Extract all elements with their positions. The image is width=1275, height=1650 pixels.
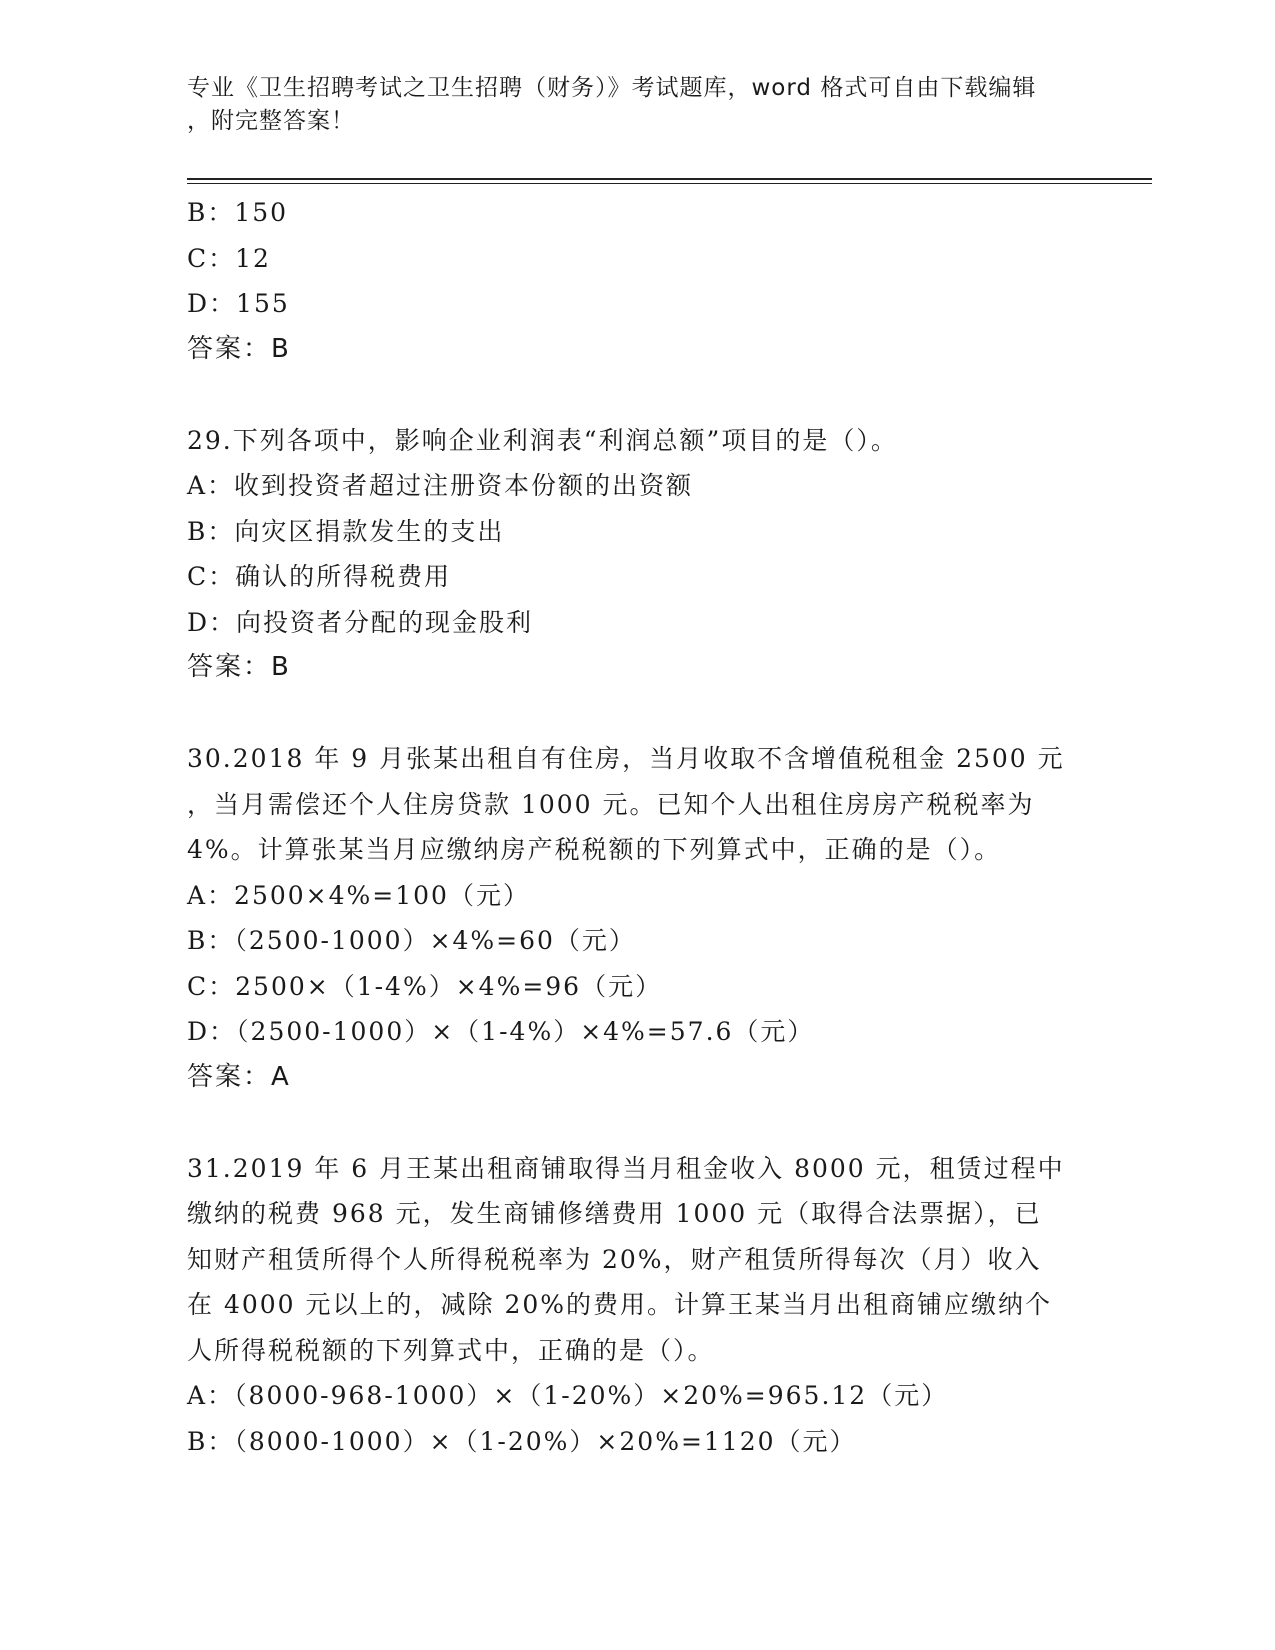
question-stem-line-1: 31.2019 年 6 月王某出租商铺取得当月租金收入 8000 元，租赁过程中 <box>187 1153 1065 1183</box>
option-b: B：150 <box>187 198 289 227</box>
question-31 <box>187 1146 1087 1465</box>
option-a: A：（8000-968-1000）×（1-20%）×20%=965.12（元） <box>187 1381 949 1410</box>
option-a: A：收到投资者超过注册资本份额的出资额 <box>187 471 694 500</box>
answer-line: 答案：A <box>187 1061 291 1092</box>
option-d: D：向投资者分配的现金股利 <box>187 607 534 637</box>
option-b: B：（2500-1000）×4%=60（元） <box>187 926 636 955</box>
option-c: C：确认的所得税费用 <box>187 562 452 591</box>
question-stem-line-3: 知财产租赁所得个人所得税税率为 20%，财产租赁所得每次（月）收入 <box>187 1244 1042 1274</box>
question-29 <box>187 418 1087 691</box>
question-stem-line-3: 4%。计算张某当月应缴纳房产税税额的下列算式中，正确的是（）。 <box>187 835 1002 864</box>
question-stem-line-1: 30.2018 年 9 月张某出租自有住房，当月收取不含增值税租金 2500 元 <box>187 744 1065 773</box>
option-d: D：155 <box>187 289 290 318</box>
question-content <box>187 190 1087 1464</box>
header-line-2: ，附完整答案！ <box>187 108 355 134</box>
option-b: B：（8000-1000）×（1-20%）×20%=1120（元） <box>187 1426 857 1456</box>
answer-line: 答案：B <box>187 652 291 682</box>
option-c: C：12 <box>187 243 271 273</box>
option-c: C：2500×（1-4%）×4%=96（元） <box>187 971 663 1001</box>
document-header <box>187 72 1067 138</box>
answer-line: 答案：B <box>187 333 291 364</box>
option-a: A：2500×4%=100（元） <box>187 880 530 910</box>
header-divider-thin <box>187 183 1152 184</box>
previous-question-tail <box>187 190 1087 372</box>
option-b: B：向灾区捐款发生的支出 <box>187 516 505 546</box>
question-stem-line-4: 在 4000 元以上的，减除 20%的费用。计算王某当月出租商铺应缴纳个 <box>187 1290 1053 1319</box>
question-stem-line-5: 人所得税税额的下列算式中，正确的是（）。 <box>187 1335 715 1365</box>
header-divider-thick <box>187 178 1152 180</box>
question-stem-line-2: 缴纳的税费 968 元，发生商铺修缮费用 1000 元（取得合法票据），已 <box>187 1199 1042 1228</box>
header-line-1: 专业《卫生招聘考试之卫生招聘（财务）》考试题库，word 格式可自由下载编辑 <box>187 75 1037 101</box>
question-stem-line-2: ，当月需偿还个人住房贷款 1000 元。已知个人出租住房房产税税率为 <box>187 789 1035 819</box>
question-stem: 29.下列各项中，影响企业利润表“利润总额”项目的是（）。 <box>187 425 898 455</box>
question-30 <box>187 736 1087 1100</box>
option-d: D：（2500-1000）×（1-4%）×4%=57.6（元） <box>187 1017 815 1046</box>
